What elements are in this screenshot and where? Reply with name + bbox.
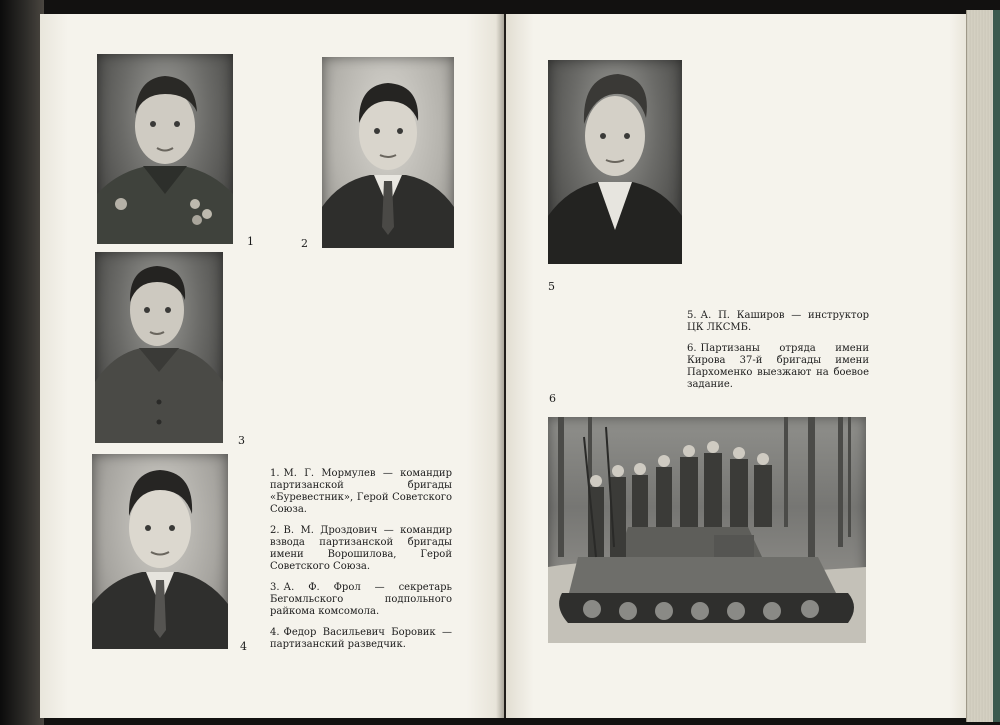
- caption-3: [270, 582, 452, 618]
- photo-number-5: 5: [548, 280, 555, 293]
- photo-4: [92, 454, 228, 649]
- photo-number-2: 2: [301, 237, 308, 250]
- left-page: [40, 14, 504, 718]
- photo-5: [548, 60, 682, 264]
- left-captions: [270, 468, 452, 660]
- photo-number-3: 3: [238, 434, 245, 447]
- portrait-uniform-medals-figure: [97, 54, 233, 244]
- caption-2: [270, 525, 452, 573]
- photo-number-1: 1: [247, 235, 254, 248]
- caption-4-number: 4.: [270, 627, 280, 638]
- caption-1: [270, 468, 452, 516]
- caption-2-text: В. М. Дроздович — командир взвода партизанской бригады имени Ворошилова, Герой Советского Союза.: [270, 525, 452, 572]
- right-page: [506, 14, 968, 718]
- caption-6-text: Партизаны отряда имени Кирова 37-й бригады имени Пархоменко выезжают на боевое задание.: [687, 343, 869, 390]
- caption-5-number: 5.: [687, 310, 697, 321]
- photo-6: [548, 417, 866, 643]
- book-spine-left: [0, 0, 44, 725]
- caption-5-text: А. П. Каширов — инструктор ЦК ЛКСМБ.: [687, 310, 869, 333]
- caption-2-number: 2.: [270, 525, 280, 536]
- caption-1-number: 1.: [270, 468, 280, 479]
- portrait-suit-tie-figure-2: [322, 57, 454, 248]
- photo-number-4: 4: [240, 640, 247, 653]
- caption-1-text: М. Г. Мормулев — командир партизанской бригады «Буревестник», Герой Советского Союза.: [270, 468, 452, 515]
- photo-3: [95, 252, 223, 443]
- right-captions: [687, 310, 869, 400]
- caption-4: [270, 627, 452, 651]
- partisans-on-tankette-scene: [548, 417, 866, 643]
- page-edges: [966, 10, 993, 722]
- caption-3-number: 3.: [270, 582, 280, 593]
- caption-6: [687, 343, 869, 391]
- caption-5: [687, 310, 869, 334]
- caption-3-text: А. Ф. Фрол — секретарь Бегомльского подпольного райкома комсомола.: [270, 582, 452, 617]
- portrait-open-collar-figure: [548, 60, 682, 264]
- photo-1: [97, 54, 233, 244]
- photo-number-6: 6: [549, 392, 556, 405]
- caption-4-text: Федор Васильевич Боровик — партизанский разведчик.: [270, 627, 452, 650]
- photo-2: [322, 57, 454, 248]
- caption-6-number: 6.: [687, 343, 697, 354]
- portrait-suit-tie-figure-4: [92, 454, 228, 649]
- portrait-uniform-figure: [95, 252, 223, 443]
